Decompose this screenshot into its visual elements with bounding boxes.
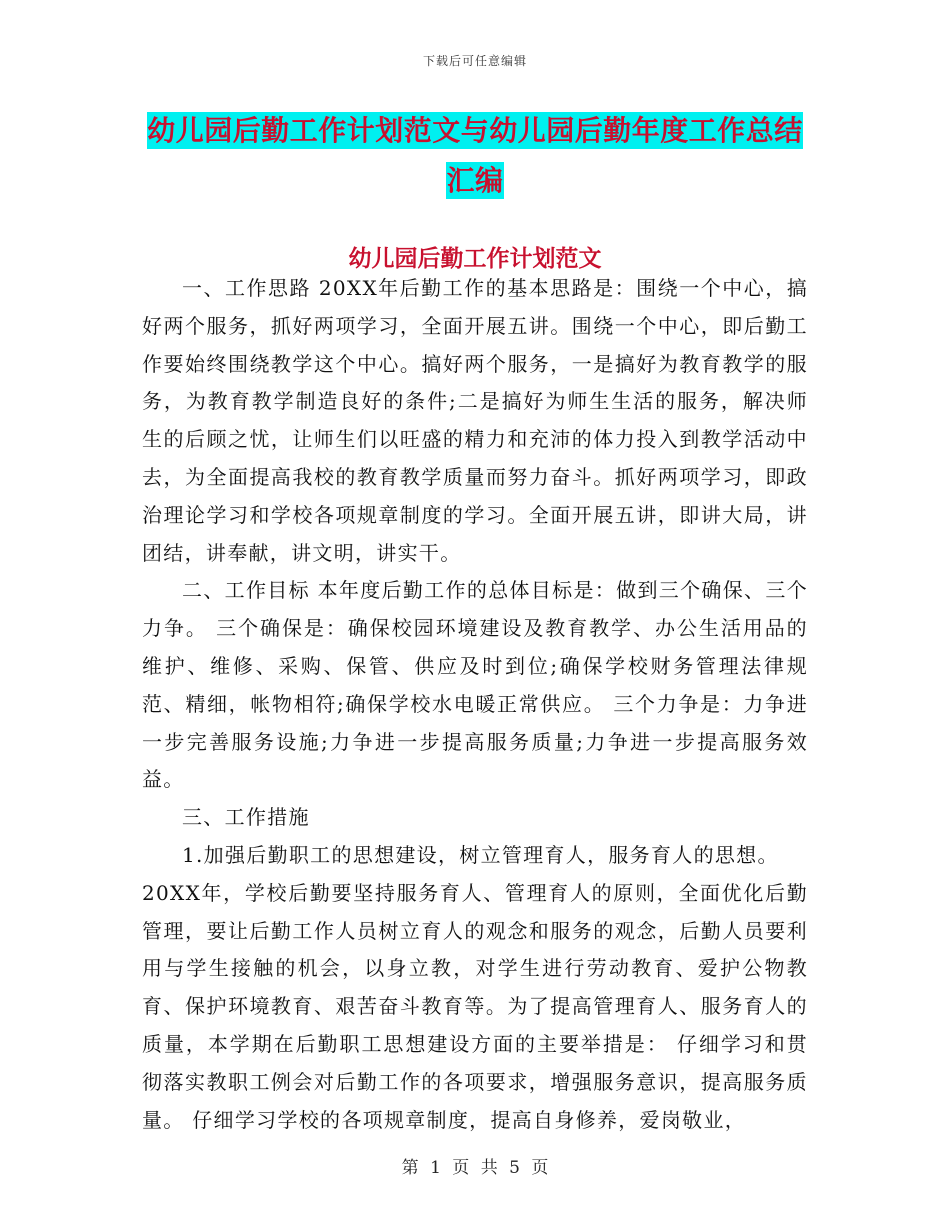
paragraph-work-approach: 一、工作思路 20XX年后勤工作的基本思路是：围绕一个中心，搞好两个服务，抓好两项学习，全面开展五讲。围绕一个中心，即后勤工作要始终围绕教学这个中心。搞好两个服务，一是搞好为教育教学的服务，为教育教学制造良好的条件;二是搞好为师生生活的服务，解决师生的后顾之忧，让师生们以旺盛的精力和充沛的体力投入到教学活动中去，为全面提高我校的教育教学质量而努力奋斗。抓好两项学习，即政治理论学习和学校各项规章制度的学习。全面开展五讲，即讲大局，讲团结，讲奉献，讲文明，讲实干。 xyxy=(142,276,808,565)
paragraph-measure-1-detail: 20XX年，学校后勤要坚持服务育人、管理育人的原则，全面优化后勤管理，要让后勤工作人员树立育人的观念和服务的观念，后勤人员要利用与学生接触的机会，以身立教，对学生进行劳动教育、爱护公物教育、保护环境教育、艰苦奋斗教育等。为了提高管理育人、服务育人的质量，本学期在后勤职工思想建设方面的主要举措是： 仔细学习和贯彻落实教职工例会对后勤工作的各项要求，增强服务意识，提高服务质量。 仔细学习学校的各项规章制度，提高自身修养，爱岗敬业， xyxy=(142,880,808,1132)
document-title xyxy=(142,108,808,208)
section-heading: 幼儿园后勤工作计划范文 xyxy=(348,246,602,272)
document-title-text: 幼儿园后勤工作计划范文与幼儿园后勤年度工作总结汇编 xyxy=(147,114,803,197)
document-body xyxy=(142,270,808,1139)
paragraph-measures-heading: 三、工作措施 xyxy=(182,805,310,830)
paragraph-work-goals: 二、工作目标 本年度后勤工作的总体目标是：做到三个确保、三个力争。 三个确保是：确保校园环境建设及教育教学、办公生活用品的维护、维修、采购、保管、供应及时到位;确保学校财务管理法律规范、精细，帐物相符;确保学校水电暖正常供应。 三个力争是：力争进一步完善服务设施;力争进一步提高服务质量;力争进一步提高服务效益。 xyxy=(142,578,808,792)
page-footer: 第 1 页 共 5 页 xyxy=(401,1158,549,1178)
paragraph-measure-1: 1.加强后勤职工的思想建设，树立管理育人，服务育人的思想。 xyxy=(182,842,779,867)
header-note: 下载后可任意编辑 xyxy=(422,54,527,68)
